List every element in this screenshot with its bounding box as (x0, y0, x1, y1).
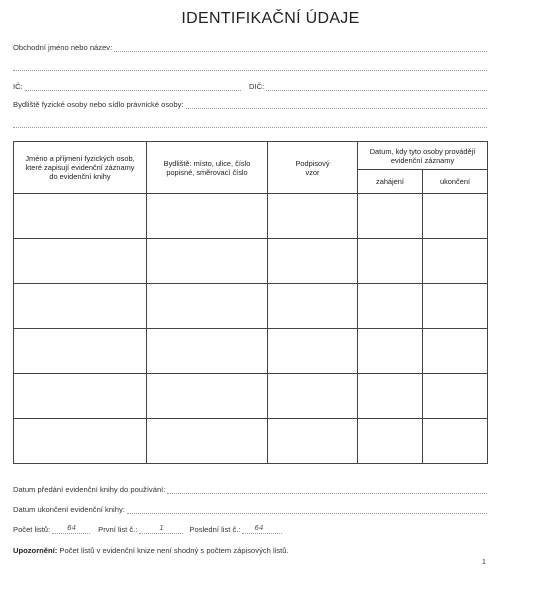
cell-start[interactable] (358, 419, 423, 464)
business-name-label: Obchodní jméno nebo název: (13, 43, 113, 52)
page-title: IDENTIFIKAČNÍ ÚDAJE (181, 10, 360, 27)
cell-name[interactable] (14, 284, 147, 329)
business-name-input-line[interactable] (114, 43, 487, 52)
last-sheet-value: 64 (254, 524, 264, 532)
cell-name[interactable] (14, 419, 147, 464)
page-number: 1 (482, 559, 486, 566)
handover-date-input-line[interactable] (167, 485, 487, 494)
cell-end[interactable] (423, 374, 488, 419)
residence-input-line-2[interactable] (13, 119, 487, 128)
first-sheet-label: První list č.: (98, 525, 138, 534)
cell-signature[interactable] (268, 284, 358, 329)
cell-residence[interactable] (147, 284, 268, 329)
header-end: ukončení (423, 170, 488, 194)
ic-label: IČ: (13, 82, 23, 91)
residence-label: Bydliště fyzické osoby nebo sídlo právnické osoby: (13, 100, 184, 109)
table-row (14, 239, 488, 284)
cell-residence[interactable] (147, 419, 268, 464)
table-row (14, 284, 488, 329)
sheet-count-label: Počet listů: (13, 525, 51, 534)
cell-end[interactable] (423, 419, 488, 464)
persons-table (13, 141, 488, 464)
cell-end[interactable] (423, 239, 488, 284)
cell-name[interactable] (14, 329, 147, 374)
header-residence: Bydliště: místo, ulice, číslo popisné, směrovací číslo (147, 142, 268, 194)
table-body (14, 194, 488, 464)
cell-name[interactable] (14, 239, 147, 284)
business-name-field-continuation[interactable] (13, 62, 487, 71)
table-row (14, 329, 488, 374)
sheet-count-input[interactable] (52, 525, 90, 534)
cell-start[interactable] (358, 239, 423, 284)
header-name: Jméno a příjmení fyzických osob, které zapisují evidenční záznamy do evidenční knihy (14, 142, 147, 194)
last-sheet-input[interactable] (242, 525, 282, 534)
business-name-field[interactable] (13, 43, 487, 52)
business-name-input-line-2[interactable] (13, 62, 487, 71)
residence-field[interactable] (13, 100, 487, 109)
cell-residence[interactable] (147, 374, 268, 419)
cell-signature[interactable] (268, 374, 358, 419)
dic-input-line[interactable] (266, 82, 487, 91)
handover-date-field[interactable] (13, 485, 487, 494)
cell-signature[interactable] (268, 419, 358, 464)
cell-signature[interactable] (268, 329, 358, 374)
warning-text: Počet listů v evidenční knize není shodný s počtem zápisových listů. (59, 546, 289, 555)
cell-signature[interactable] (268, 194, 358, 239)
residence-field-continuation[interactable] (13, 119, 487, 128)
cell-end[interactable] (423, 329, 488, 374)
cell-residence[interactable] (147, 239, 268, 284)
cell-start[interactable] (358, 284, 423, 329)
cell-start[interactable] (358, 374, 423, 419)
residence-input-line[interactable] (186, 100, 487, 109)
end-date-label: Datum ukončení evidenční knihy: (13, 505, 125, 514)
cell-name[interactable] (14, 374, 147, 419)
sheet-numbers-row (13, 525, 487, 534)
end-date-field[interactable] (13, 505, 487, 514)
dic-field[interactable] (249, 82, 487, 91)
table-row (14, 419, 488, 464)
warning-label: Upozornění: (13, 546, 58, 555)
header-start: zahájení (358, 170, 423, 194)
first-sheet-input[interactable] (139, 525, 183, 534)
cell-end[interactable] (423, 194, 488, 239)
warning-note (13, 546, 289, 555)
cell-start[interactable] (358, 194, 423, 239)
header-signature: Podpisový vzor (268, 142, 358, 194)
table-row (14, 194, 488, 239)
cell-residence[interactable] (147, 329, 268, 374)
first-sheet-value: 1 (159, 524, 164, 532)
dic-label: DIČ: (249, 82, 265, 91)
cell-signature[interactable] (268, 239, 358, 284)
cell-name[interactable] (14, 194, 147, 239)
table-row (14, 374, 488, 419)
cell-start[interactable] (358, 329, 423, 374)
header-dates: Datum, kdy tyto osoby provádějí evidenční záznamy (358, 142, 488, 170)
sheet-count-value: 64 (67, 524, 77, 532)
cell-residence[interactable] (147, 194, 268, 239)
handover-date-label: Datum předání evidenční knihy do používání: (13, 485, 166, 494)
ic-field[interactable] (13, 82, 241, 91)
last-sheet-label: Poslední list č.: (189, 525, 241, 534)
cell-end[interactable] (423, 284, 488, 329)
ic-input-line[interactable] (25, 82, 241, 91)
end-date-input-line[interactable] (127, 505, 487, 514)
